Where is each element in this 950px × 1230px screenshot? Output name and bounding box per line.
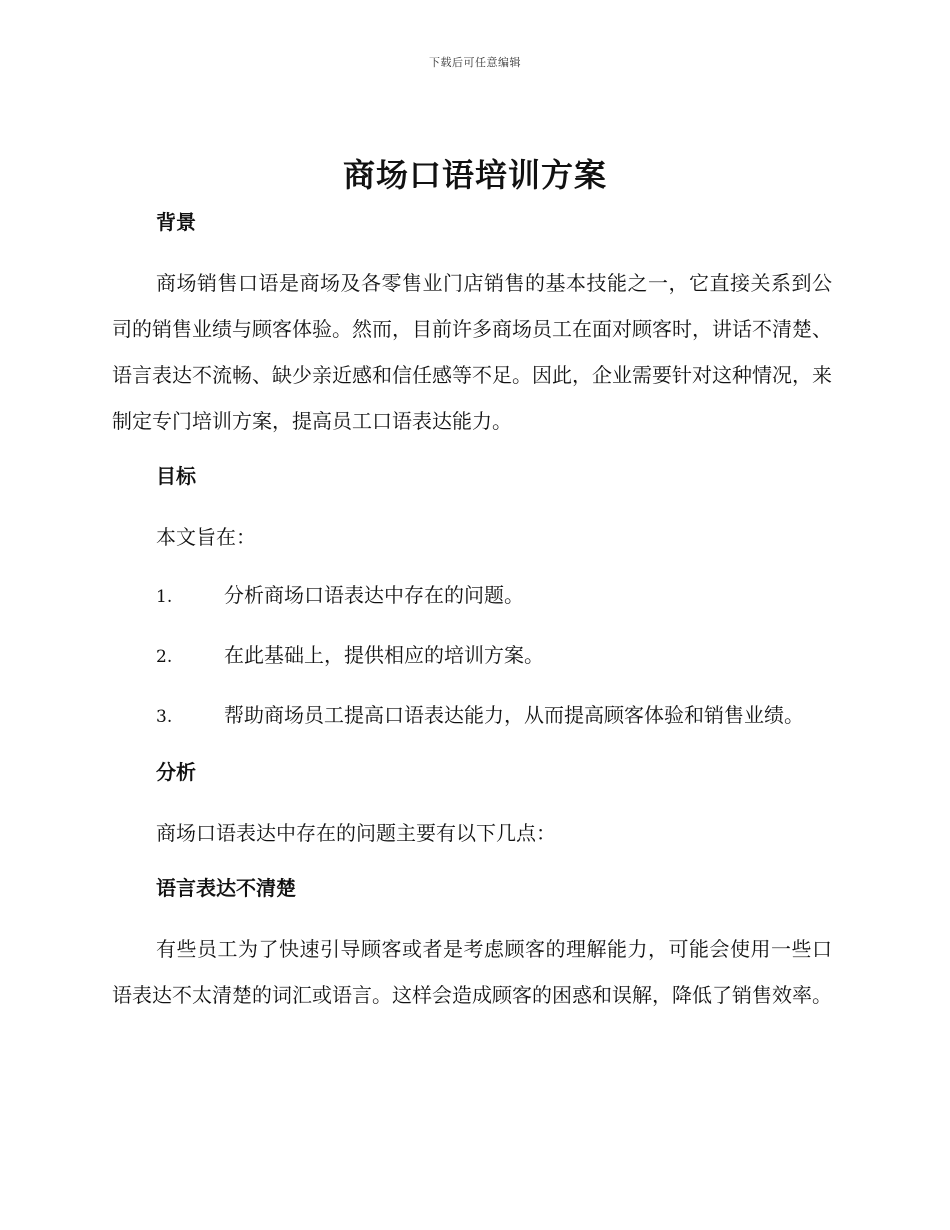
list-item-number: 2. <box>156 647 173 667</box>
sub-heading-unclear-expression: 语言表达不清楚 <box>156 876 296 900</box>
document-body <box>112 204 832 1018</box>
list-item-text: 分析商场口语表达中存在的问题。 <box>224 583 524 607</box>
list-item <box>112 572 832 620</box>
list-item <box>112 692 832 740</box>
background-paragraph: 商场销售口语是商场及各零售业门店销售的基本技能之一，它直接关系到公司的销售业绩与顾客体验。然而，目前许多商场员工在面对顾客时，讲话不清楚、语言表达不流畅、缺少亲近感和信任感等不足。因此，企业需要针对这种情况，来制定专门培训方案，提高员工口语表达能力。 <box>112 271 832 433</box>
list-item-number: 3. <box>156 707 173 727</box>
list-item-text: 在此基础上，提供相应的培训方案。 <box>224 643 544 667</box>
goal-intro: 本文旨在： <box>156 525 256 549</box>
list-item-text: 帮助商场员工提高口语表达能力，从而提高顾客体验和销售业绩。 <box>224 703 804 727</box>
section-heading-analysis: 分析 <box>156 760 196 784</box>
header-note: 下载后可任意编辑 <box>429 56 521 69</box>
goal-list <box>112 572 832 740</box>
list-item-number: 1. <box>156 587 173 607</box>
analysis-intro: 商场口语表达中存在的问题主要有以下几点： <box>156 821 556 845</box>
page-title: 商场口语培训方案 <box>342 156 607 194</box>
section-heading-background: 背景 <box>156 210 196 234</box>
unclear-expression-paragraph: 有些员工为了快速引导顾客或者是考虑顾客的理解能力，可能会使用一些口语表达不太清楚的词汇或语言。这样会造成顾客的困惑和误解，降低了销售效率。 <box>112 937 832 1007</box>
section-heading-goal: 目标 <box>156 464 196 488</box>
list-item <box>112 632 832 680</box>
